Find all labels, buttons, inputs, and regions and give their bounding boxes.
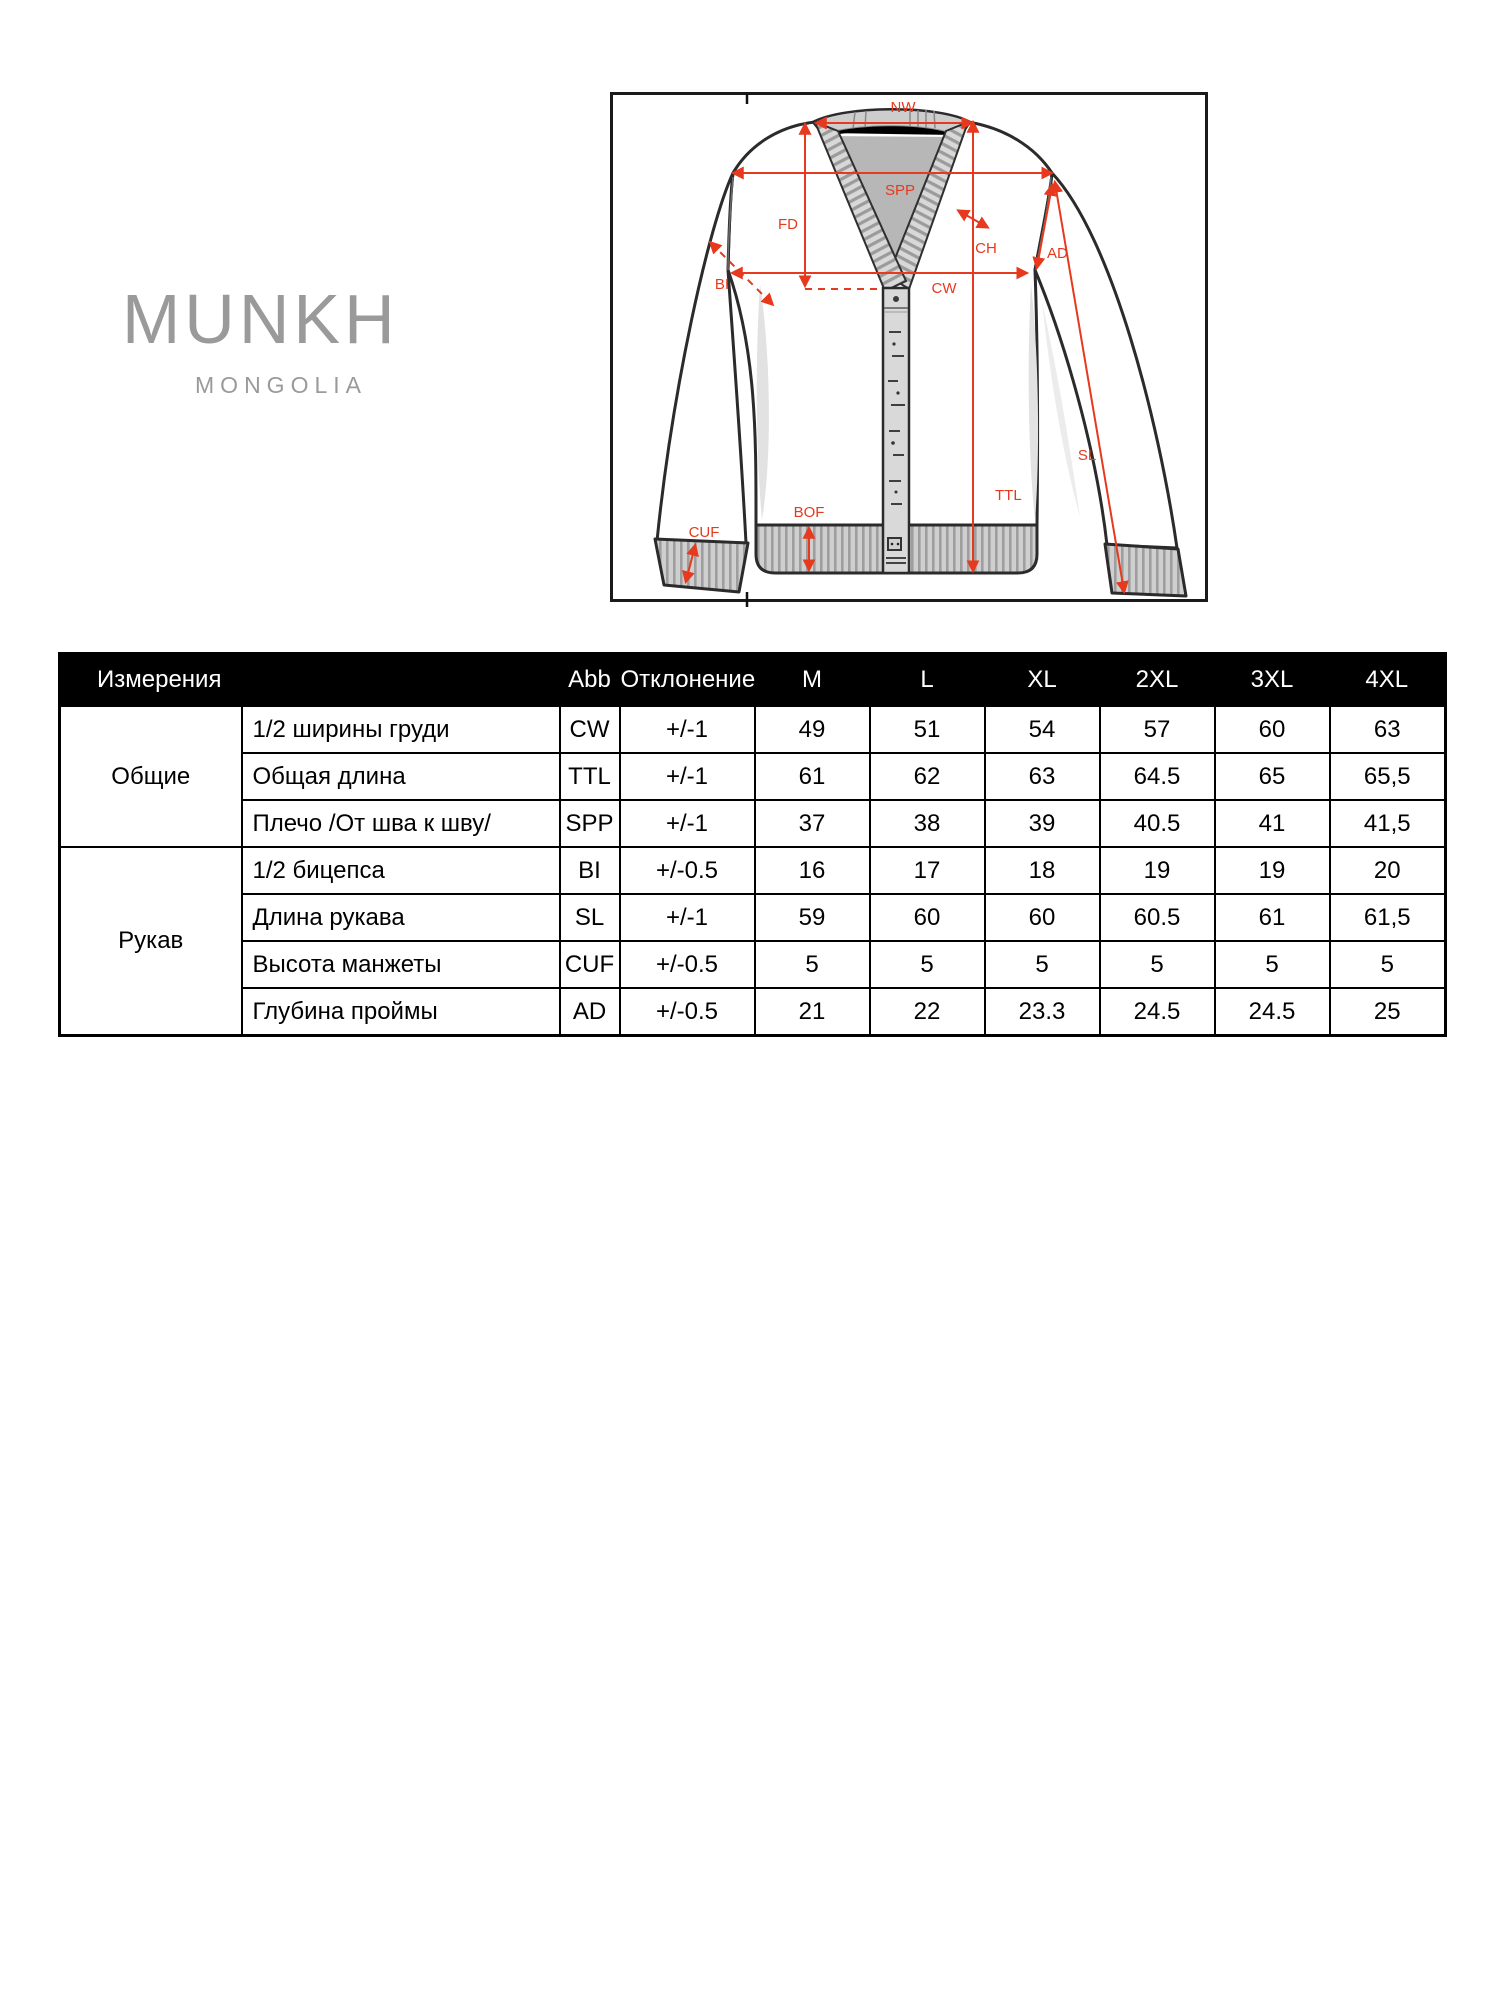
size-column-header: 4XL: [1330, 654, 1446, 707]
table-row: [60, 894, 1446, 941]
abb-cell: SPP: [560, 800, 620, 847]
brand-subtitle: MONGOLIA: [195, 372, 367, 398]
brand-name: MUNKH: [122, 280, 399, 358]
value-cell: 60: [870, 894, 985, 941]
value-cell: 59: [755, 894, 870, 941]
table-row: [60, 988, 1446, 1036]
value-cell: 61: [1215, 894, 1330, 941]
table-row: [60, 800, 1446, 847]
diagram-label-bof: BOF: [793, 504, 825, 521]
deviation-cell: +/-1: [620, 753, 755, 800]
value-cell: 5: [755, 941, 870, 988]
abb-cell: TTL: [560, 753, 620, 800]
table-row: [60, 847, 1446, 894]
deviation-cell: +/-1: [620, 706, 755, 753]
value-cell: 37: [755, 800, 870, 847]
value-cell: 62: [870, 753, 985, 800]
table-header-row: [60, 654, 1446, 707]
value-cell: 16: [755, 847, 870, 894]
diagram-label-ch: CH: [975, 240, 997, 257]
abb-cell: CW: [560, 706, 620, 753]
value-cell: 54: [985, 706, 1100, 753]
value-cell: 39: [985, 800, 1100, 847]
table-row: [60, 753, 1446, 800]
value-cell: 18: [985, 847, 1100, 894]
brand-logo: [122, 282, 422, 399]
name-cell: Плечо /От шва к шву/: [242, 800, 560, 847]
abb-cell: AD: [560, 988, 620, 1036]
value-cell: 61,5: [1330, 894, 1446, 941]
name-cell: Глубина проймы: [242, 988, 560, 1036]
abb-cell: SL: [560, 894, 620, 941]
value-cell: 21: [755, 988, 870, 1036]
size-column-header: L: [870, 654, 985, 707]
value-cell: 60.5: [1100, 894, 1215, 941]
size-column-header: 2XL: [1100, 654, 1215, 707]
value-cell: 5: [1100, 941, 1215, 988]
deviation-cell: +/-0.5: [620, 988, 755, 1036]
value-cell: 41,5: [1330, 800, 1446, 847]
value-cell: 19: [1100, 847, 1215, 894]
table-row: [60, 706, 1446, 753]
size-column-header: 3XL: [1215, 654, 1330, 707]
value-cell: 5: [1215, 941, 1330, 988]
cardigan-diagram-svg: [610, 92, 1208, 610]
left-cuff: [655, 539, 748, 592]
deviation-cell: +/-1: [620, 800, 755, 847]
name-cell: 1/2 ширины груди: [242, 706, 560, 753]
value-cell: 65: [1215, 753, 1330, 800]
name-cell: Длина рукава: [242, 894, 560, 941]
value-cell: 23.3: [985, 988, 1100, 1036]
size-column-header: XL: [985, 654, 1100, 707]
name-cell: Высота манжеты: [242, 941, 560, 988]
value-cell: 19: [1215, 847, 1330, 894]
value-cell: 24.5: [1100, 988, 1215, 1036]
diagram-label-ad: AD: [1047, 245, 1068, 262]
value-cell: 5: [1330, 941, 1446, 988]
value-cell: 22: [870, 988, 985, 1036]
abb-column-header: Abb: [560, 654, 620, 707]
value-cell: 64.5: [1100, 753, 1215, 800]
table-body: [60, 706, 1446, 1036]
value-cell: 49: [755, 706, 870, 753]
value-cell: 20: [1330, 847, 1446, 894]
value-cell: 41: [1215, 800, 1330, 847]
measure-column-header: Измерения: [60, 654, 560, 707]
name-cell: Общая длина: [242, 753, 560, 800]
name-cell: 1/2 бицепса: [242, 847, 560, 894]
diagram-label-cw: CW: [931, 280, 957, 297]
diagram-label-cuf: CUF: [688, 524, 720, 541]
group-cell: Общие: [60, 706, 242, 847]
size-table-container: [58, 652, 1447, 1037]
size-table: [58, 652, 1447, 1037]
value-cell: 51: [870, 706, 985, 753]
deviation-cell: +/-0.5: [620, 941, 755, 988]
abb-cell: CUF: [560, 941, 620, 988]
value-cell: 5: [985, 941, 1100, 988]
value-cell: 61: [755, 753, 870, 800]
diagram-label-bi: BI: [714, 276, 730, 293]
value-cell: 63: [1330, 706, 1446, 753]
value-cell: 24.5: [1215, 988, 1330, 1036]
value-cell: 65,5: [1330, 753, 1446, 800]
deviation-cell: +/-1: [620, 894, 755, 941]
diagram-label-fd: FD: [778, 216, 798, 233]
deviation-column-header: Отклонение: [620, 654, 755, 707]
value-cell: 57: [1100, 706, 1215, 753]
diagram-label-sl: SL: [1077, 447, 1097, 464]
value-cell: 25: [1330, 988, 1446, 1036]
diagram-label-nw: NW: [890, 99, 916, 116]
garment-measurement-diagram: [610, 92, 1208, 610]
value-cell: 60: [1215, 706, 1330, 753]
value-cell: 60: [985, 894, 1100, 941]
deviation-cell: +/-0.5: [620, 847, 755, 894]
size-column-header: M: [755, 654, 870, 707]
value-cell: 17: [870, 847, 985, 894]
value-cell: 38: [870, 800, 985, 847]
value-cell: 5: [870, 941, 985, 988]
value-cell: 40.5: [1100, 800, 1215, 847]
value-cell: 63: [985, 753, 1100, 800]
abb-cell: BI: [560, 847, 620, 894]
diagram-label-ttl: TTL: [995, 487, 1022, 504]
group-cell: Рукав: [60, 847, 242, 1036]
diagram-label-spp: SPP: [884, 182, 916, 199]
table-row: [60, 941, 1446, 988]
